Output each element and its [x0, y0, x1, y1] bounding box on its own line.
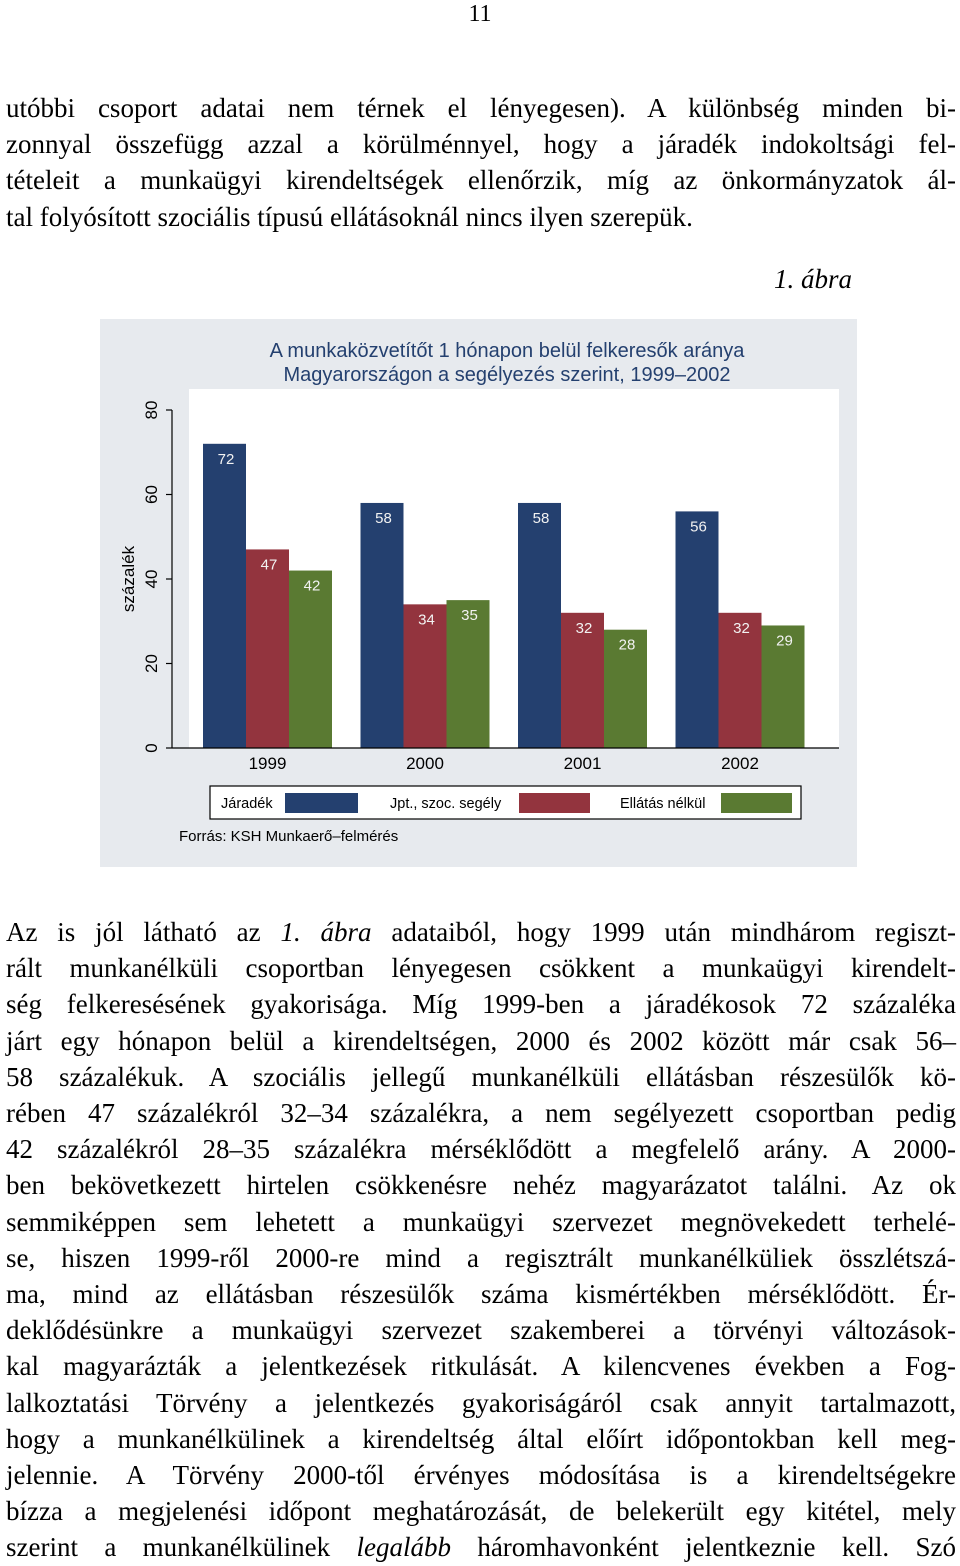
bar	[361, 503, 404, 748]
page-number: 11	[468, 1, 492, 27]
text-line: hogy a munkanélkülinek a kirendeltség által előírt időpontokban kell meg-	[6, 1423, 956, 1454]
bar	[246, 549, 289, 748]
bar-value-label: 72	[217, 450, 235, 468]
bar-value-label: 32	[733, 619, 750, 637]
bar-value-label: 32	[575, 619, 593, 637]
bar	[289, 571, 332, 748]
text-line: kal magyarázták a jelentkezések ritkulását. A kilencvenes években a Fog-	[6, 1351, 956, 1382]
text-line: utóbbi csoport adatai nem térnek el lényegesen). A különbség minden bi-	[6, 93, 956, 123]
bar-value-label: 42	[303, 577, 321, 595]
legend-label: Járadék	[221, 796, 273, 812]
text-line: semmiképpen sem lehetett a munkaügyi szervezet megnövekedett terhelé-	[6, 1206, 956, 1237]
paragraph-intro	[6, 90, 956, 235]
text-span: szerint a munkanélkülinek	[6, 1532, 357, 1563]
text-span: adataiból, hogy 1999 után mindhárom regiszt-	[371, 917, 956, 947]
bar	[676, 511, 719, 748]
text-line: se, hiszen 1999-ről 2000-re mind a regisztrált munkanélküliek összlétszá-	[6, 1242, 956, 1273]
bar	[518, 503, 561, 748]
text-line: tal folyósított szociális típusú ellátásoknál nincs ilyen szerepük.	[6, 201, 693, 232]
legend-label: Jpt., szoc. segély	[390, 796, 502, 812]
y-tick-label: 0	[142, 743, 161, 753]
text-line: 42 százalékról 28–35 százalékra mérséklődött a megfelelő arány. A 2000-	[6, 1134, 956, 1165]
x-tick-label: 2000	[406, 754, 444, 773]
x-tick-label: 1999	[248, 754, 287, 773]
bar-value-label: 56	[690, 518, 707, 536]
bar-value-label: 28	[618, 636, 636, 654]
figure-reference: 1. ábra	[280, 917, 372, 947]
text-line: deklődésünkre a munkaügyi szervezet szakemberei a törvényi változások-	[6, 1315, 956, 1346]
text-line: ség felkeresésének gyakorisága. Míg 1999-ben a járadékosok 72 százaléka	[6, 989, 956, 1020]
text-line: járt egy hónapon belül a kirendeltségen, 2000 és 2002 között már csak 56–	[6, 1025, 956, 1056]
chart-title-line-1: A munkaközvetítőt 1 hónapon belül felkeresők aránya	[269, 340, 745, 362]
text-line: rált munkanélküli csoportban lényegesen csökkent a munkaügyi kirendelt-	[6, 953, 956, 984]
text-span: Az is jól látható az	[6, 917, 281, 947]
emphasis: legalább	[356, 1532, 451, 1563]
text-line: bízza a megjelenési időpont meghatározását, de belekerült egy kitétel, mely	[6, 1496, 956, 1527]
bar-value-label: 47	[260, 556, 278, 574]
bar-value-label: 34	[418, 611, 435, 629]
text-line: lalkoztatási Törvény a jelentkezés gyakoriságáról csak annyit tartalmazott,	[6, 1387, 956, 1418]
x-tick-label: 2001	[563, 754, 602, 773]
text-line: jelennie. A Törvény 2000-től érvényes módosítása is a kirendeltségekre	[6, 1460, 956, 1491]
y-tick-label: 80	[142, 400, 161, 420]
text-line: 58 százalékuk. A szociális jellegű munkanélküli ellátásban részesülők kö-	[6, 1061, 956, 1092]
bar-value-label: 58	[375, 509, 392, 527]
bar-chart	[100, 319, 857, 867]
paragraph-body	[6, 914, 956, 1566]
y-tick-label: 20	[142, 654, 161, 673]
bar	[203, 444, 246, 748]
y-tick-label: 40	[142, 569, 161, 589]
legend-swatch	[721, 793, 792, 813]
x-tick-label: 2002	[721, 754, 759, 773]
chart-title-line-2: Magyarországon a segélyezés szerint, 1999–2002	[283, 364, 731, 386]
text-span: háromhavonként jelentkeznie kell. Szó	[450, 1532, 956, 1563]
bar-value-label: 35	[461, 607, 478, 625]
y-tick-label: 60	[142, 485, 161, 504]
text-line: rében 47 százalékról 32–34 százalékra, a nem segélyezett csoportban pedig	[6, 1098, 956, 1129]
bar-value-label: 29	[776, 632, 793, 650]
bar-value-label: 58	[532, 509, 550, 527]
chart-source: Forrás: KSH Munkaerő–felmérés	[179, 828, 399, 845]
text-line: ma, mind az ellátásban részesülők száma kismértékben mérséklődött. Ér-	[6, 1279, 956, 1310]
text-line: zonnyal összefügg azzal a körülménnyel, hogy a járadék indokoltsági fel-	[6, 129, 956, 160]
text-line	[6, 1529, 956, 1565]
chart-panel	[100, 319, 857, 867]
figure-label: 1. ábra	[773, 264, 852, 294]
legend-swatch	[285, 793, 358, 813]
text-line: ben bekövetkezett hirtelen csökkenésre nehéz magyarázatot találni. Az ok	[6, 1170, 956, 1201]
legend-label: Ellátás nélkül	[620, 796, 706, 812]
y-axis-label: százalék	[119, 545, 138, 613]
text-line: tételeit a munkaügyi kirendeltségek ellenőrzik, míg az önkormányzatok ál-	[6, 165, 956, 196]
legend-swatch	[519, 793, 590, 813]
text-line	[6, 914, 956, 950]
